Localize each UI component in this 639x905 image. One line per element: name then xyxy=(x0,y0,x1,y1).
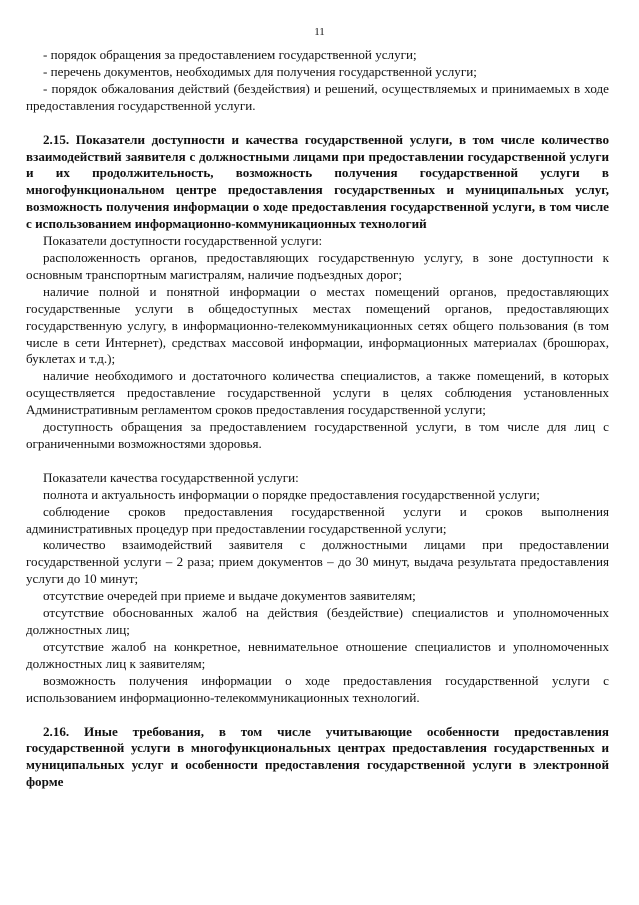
availability-item: наличие необходимого и достаточного количества специалистов, а также помещений, в которых осуществляется предоставление государственной услуги в целях соблюдения установленных Административным регламентом сроков предоставления государственной услуги; xyxy=(26,368,609,418)
availability-item: доступность обращения за предоставлением государственной услуги, в том числе для лиц с ограниченными возможностями здоровья. xyxy=(26,419,609,451)
intro-list-item: - порядок обращения за предоставлением государственной услуги; xyxy=(43,47,417,62)
quality-item: количество взаимодействий заявителя с должностными лицами при предоставлении государственной услуги – 2 раза; прием документов – до 30 минут, выдача результата предоставления услуги до 10 минут; xyxy=(26,537,609,587)
document-body xyxy=(26,47,609,791)
spacer xyxy=(26,115,609,132)
quality-item: отсутствие жалоб на конкретное, невнимательное отношение специалистов и уполномоченных должностных лиц к заявителям; xyxy=(26,638,609,671)
quality-item: отсутствие очередей при приеме и выдаче документов заявителям; xyxy=(43,588,416,604)
quality-item: полнота и актуальность информации о порядке предоставления государственной услуги; xyxy=(43,486,540,502)
intro-list-item: - перечень документов, необходимых для получения государственной услуги; xyxy=(43,63,477,79)
spacer xyxy=(26,707,609,724)
quality-item: соблюдение сроков предоставления государственной услуги и сроков выполнения административных процедур при предоставлении государственной услуги; xyxy=(26,503,609,536)
page-number: 11 xyxy=(314,26,325,38)
quality-item: возможность получения информации о ходе предоставления государственной услуги с использованием информационно-телекоммуникационных технологий. xyxy=(26,672,609,705)
spacer xyxy=(26,453,609,470)
availability-item: расположенность органов, предоставляющих государственную услугу, в зоне доступности к основным транспортным магистралям, наличие подъездных дорог; xyxy=(26,249,609,282)
intro-list-item: - порядок обжалования действий (бездействия) и решений, осуществляемых и принимаемых в ходе предоставления государственной услуги. xyxy=(26,80,609,113)
section-heading-2-16: 2.16. Иные требования, в том числе учитывающие особенности предоставления государственной услуги в многофункциональных центрах предоставления государственных и муниципальных услуг и особенности предоставления государственной услуги в электронной форме xyxy=(26,723,609,790)
section-heading-2-15: 2.15. Показатели доступности и качества государственной услуги, в том числе количество взаимодействий заявителя с должностными лицами при предоставлении государственной услуги и их продолжительность, возможность получения государственной услуги в многофункциональном центре предоставления государственных и муниципальных услуг, возможность получения информации о ходе предоставления государственной услуги, в том числе с использованием информационно-коммуникационных технологий xyxy=(26,131,609,232)
availability-title: Показатели доступности государственной услуги: xyxy=(43,233,323,249)
availability-item: наличие полной и понятной информации о местах помещений органов, предоставляющих государственные услуги в общедоступных местах помещений органов, предоставляющих государственную услугу, в информационно-телекоммуникационных сетях общего пользования (в том числе в сети Интернет), средствах массовой информации, информационных материалах (брошюрах, буклетах и т.д.); xyxy=(26,283,609,367)
quality-item: отсутствие обоснованных жалоб на действия (бездействие) специалистов и уполномоченных должностных лиц; xyxy=(26,605,609,637)
quality-title: Показатели качества государственной услуги: xyxy=(43,469,299,485)
